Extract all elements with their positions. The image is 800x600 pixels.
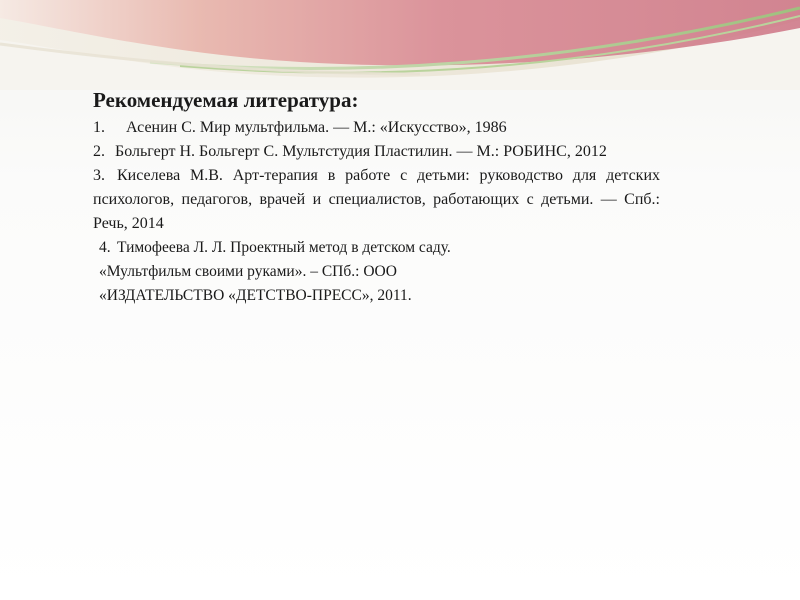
- reference-item: [93, 116, 660, 140]
- references-block: [93, 86, 660, 308]
- header-decoration: [0, 0, 800, 90]
- reference-number: 4.: [99, 239, 111, 256]
- reference-line: «Мультфильм своими руками». – СПб.: ООО: [99, 263, 397, 280]
- reference-text: Больгерт Н. Больгерт С. Мультстудия Пластилин. — М.: РОБИНС, 2012: [115, 143, 607, 160]
- reference-item: [93, 164, 660, 236]
- reference-text: Тимофеева Л. Л. Проектный метод в детском саду.: [117, 239, 451, 256]
- reference-item: [93, 140, 660, 164]
- reference-text: Киселева М.В. Арт-терапия в работе с детьми: руководство для детских психологов, педагогов, врачей и специалистов, работающих с детьми. — Спб.: Речь, 2014: [93, 167, 660, 232]
- reference-text: Асенин С. Мир мультфильма. — М.: «Искусство», 1986: [126, 119, 507, 136]
- reference-number: 2.: [93, 143, 105, 160]
- reference-number: 1.: [93, 119, 105, 136]
- reference-item: [93, 236, 660, 308]
- slide-title: Рекомендуемая литература:: [93, 88, 359, 112]
- reference-line: [99, 236, 660, 260]
- reference-number: 3.: [93, 167, 105, 184]
- reference-line: «ИЗДАТЕЛЬСТВО «ДЕТСТВО-ПРЕСС», 2011.: [99, 287, 412, 304]
